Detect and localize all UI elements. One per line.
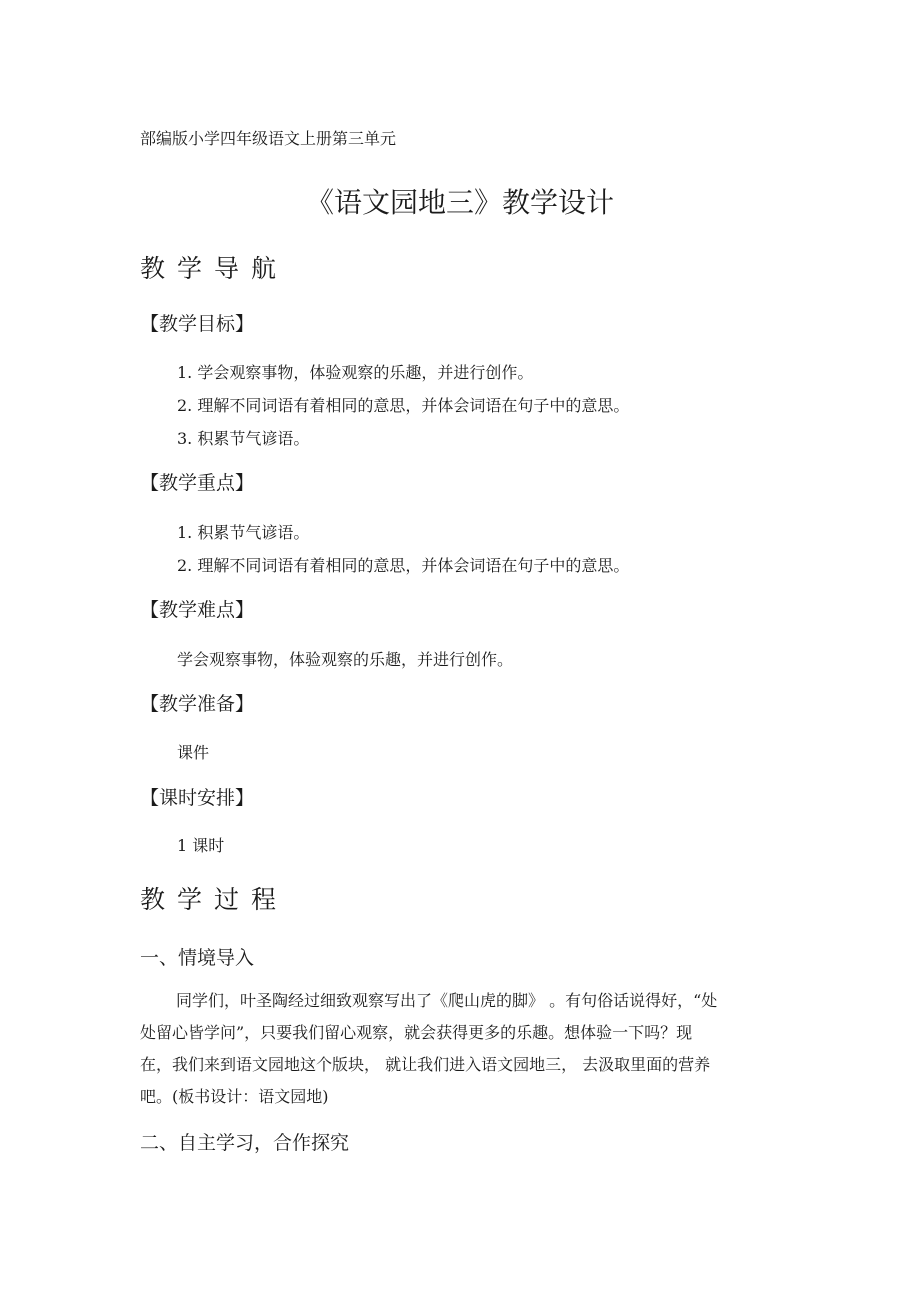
key-point-item-1: 1. 积累节气谚语。: [177, 523, 310, 542]
step1-title: 一、情境导入: [140, 947, 255, 969]
key-point-item-2: 2. 理解不同词语有着相同的意思，并体会词语在句子中的意思。: [177, 556, 630, 575]
document-title: 《语文园地三》教学设计: [305, 186, 614, 219]
step1-line-2: 处留心皆学问”，只要我们留心观察，就会获得更多的乐趣。想体验一下吗？现: [140, 1023, 693, 1042]
step1-line-1: 同学们，叶圣陶经过细致观察写出了《爬山虎的脚》 。有句俗话说得好，“处: [176, 991, 718, 1010]
preparation-heading: 【教学准备】: [140, 693, 255, 715]
objective-item-3: 3. 积累节气谚语。: [177, 429, 310, 448]
section-heading-process: 教学过程: [140, 885, 289, 914]
key-points-heading: 【教学重点】: [140, 472, 255, 494]
difficulties-text: 学会观察事物，体验观察的乐趣，并进行创作。: [177, 650, 514, 669]
schedule-heading: 【课时安排】: [140, 787, 255, 809]
step1-line-3: 在，我们来到语文园地这个版块， 就让我们进入语文园地三， 去汲取里面的营养: [140, 1055, 711, 1074]
step2-title: 二、自主学习，合作探究: [140, 1132, 350, 1154]
difficulties-heading: 【教学难点】: [140, 599, 255, 621]
preparation-text: 课件: [177, 743, 210, 762]
document-subtitle: 部编版小学四年级语文上册第三单元: [140, 129, 397, 148]
objectives-heading: 【教学目标】: [140, 313, 255, 335]
step1-line-4: 吧。(板书设计：语文园地): [140, 1087, 329, 1106]
section-heading-nav: 教学导航: [140, 254, 289, 283]
schedule-text: 1 课时: [177, 836, 225, 855]
objective-item-1: 1. 学会观察事物，体验观察的乐趣，并进行创作。: [177, 363, 534, 382]
step1-paragraph: [140, 985, 785, 1113]
objective-item-2: 2. 理解不同词语有着相同的意思，并体会词语在句子中的意思。: [177, 396, 630, 415]
